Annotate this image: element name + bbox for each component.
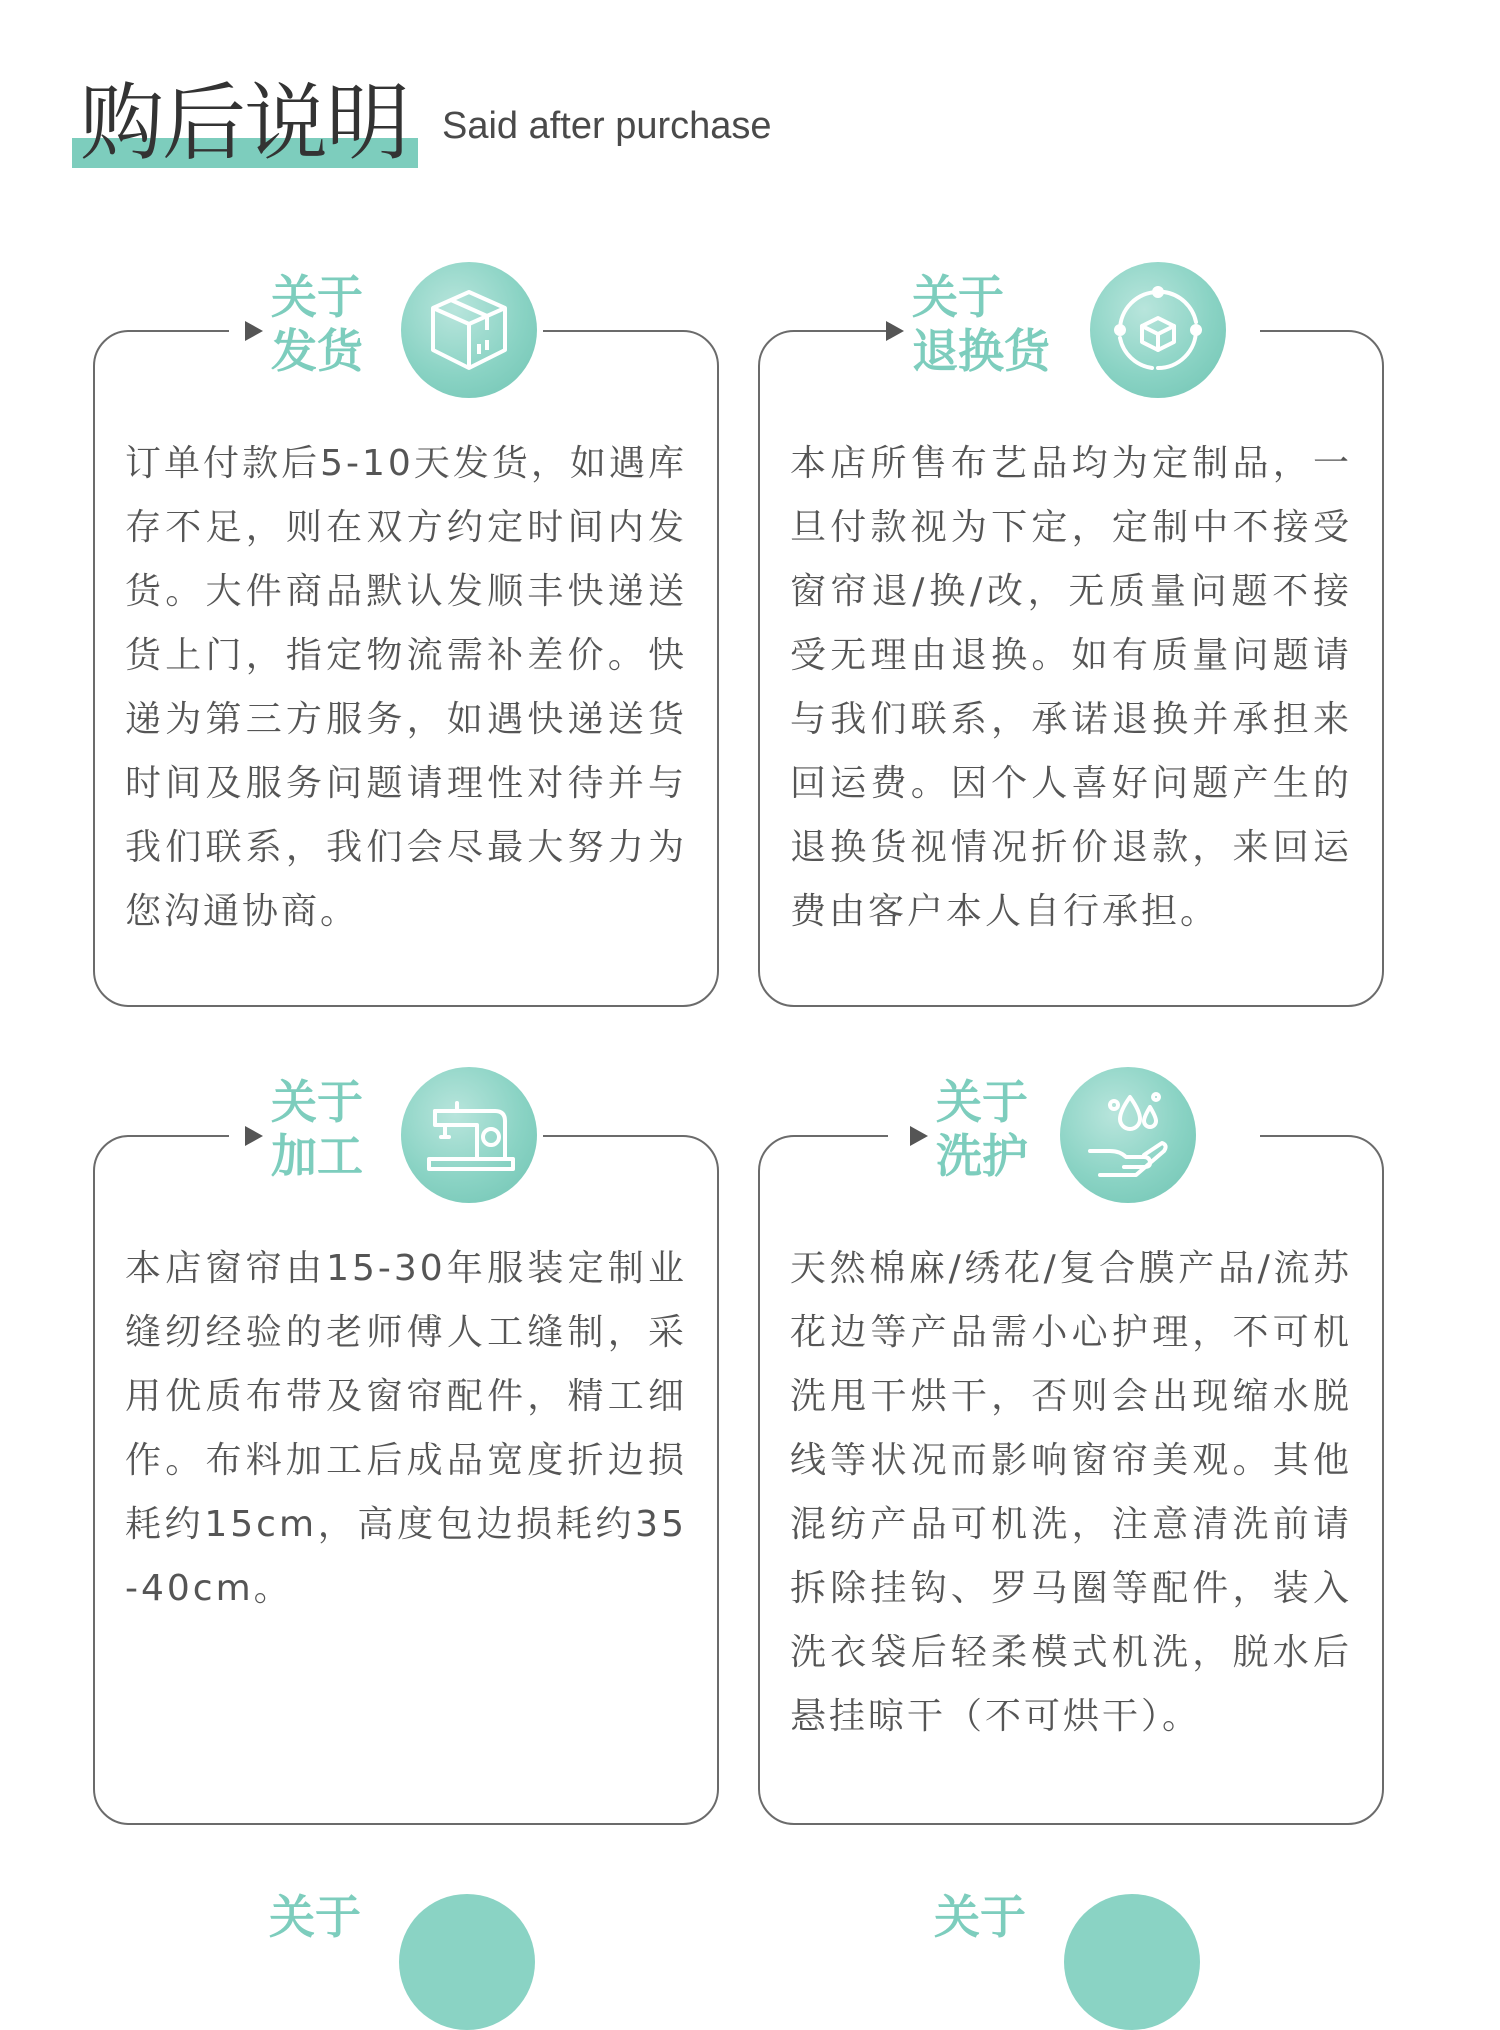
section-header [72,74,772,188]
card-title [936,1075,1028,1183]
next-card-title-left: 关于 [269,1890,361,1944]
hand-wash-icon [1060,1067,1196,1203]
card-title-line2: 加工 [271,1129,363,1183]
card-body: 本店窗帘由15-30年服装定制业缝纫经验的老师傅人工缝制，采用优质布带及窗帘配件，精工细作。布料加工后成品宽度折边损耗约15cm，高度包边损耗约35-40cm。 [125,1248,687,1609]
card-body: 本店所售布艺品均为定制品，一旦付款视为下定，定制中不接受窗帘退/换/改，无质量问题不接受无理由退换。如有质量问题请与我们联系，承诺退换并承担来回运费。因个人喜好问题产生的退换货视情况折价退款，来回运费由客户本人自行承担。 [790,443,1352,932]
page-title: 购后说明 [80,74,409,172]
card-title [271,270,363,378]
next-card-icon-right [1064,1894,1200,2030]
package-box-icon [401,262,537,398]
card-care [758,1075,1384,1825]
arrow-icon [886,321,904,341]
arrow-icon [910,1126,928,1146]
card-title-line2: 发货 [271,324,363,378]
card-processing [93,1075,719,1825]
card-title-line2: 退换货 [912,324,1050,378]
card-title-line1: 关于 [271,1075,363,1129]
card-body: 订单付款后5-10天发货，如遇库存不足，则在双方约定时间内发货。大件商品默认发顺丰快递送货上门，指定物流需补差价。快递为第三方服务，如遇快递送货时间及服务问题请理性对待并与我们联系，我们会尽最大努力为您沟通协商。 [125,443,687,932]
card-shipping [93,270,719,1007]
next-card-icon-left [399,1894,535,2030]
page-subtitle: Said after purchase [442,105,772,147]
arrow-icon [245,1126,263,1146]
card-title-line1: 关于 [936,1075,1028,1129]
next-card-title-right: 关于 [934,1890,1026,1944]
card-title-line2: 洗护 [936,1129,1028,1183]
card-returns [758,270,1384,1007]
card-title [912,270,1050,378]
sewing-machine-icon [401,1067,537,1203]
card-title [271,1075,363,1183]
arrow-icon [245,321,263,341]
card-body: 天然棉麻/绣花/复合膜产品/流苏花边等产品需小心护理，不可机洗甩干烘干，否则会出现缩水脱线等状况而影响窗帘美观。其他混纺产品可机洗，注意清洗前请拆除挂钩、罗马圈等配件，装入洗衣袋后轻柔模式机洗，脱水后悬挂晾干（不可烘干）。 [790,1248,1352,1737]
card-title-line1: 关于 [271,270,363,324]
exchange-box-icon [1090,262,1226,398]
card-title-line1: 关于 [912,270,1004,324]
